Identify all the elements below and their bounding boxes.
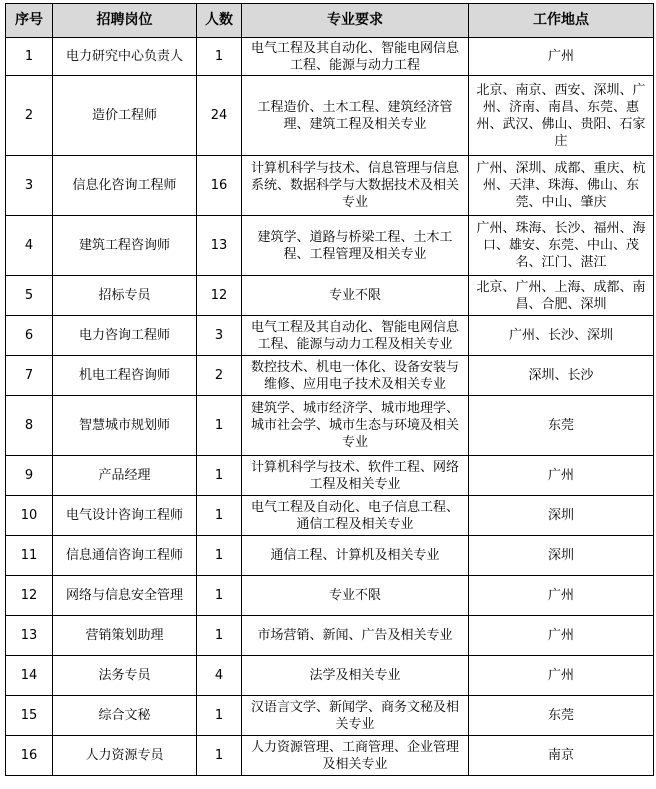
cell-position: 机电工程咨询师 [53, 356, 197, 396]
cell-location: 北京、广州、上海、成都、南昌、合肥、深圳 [469, 276, 654, 316]
cell-count: 1 [197, 616, 242, 656]
cell-position: 招标专员 [53, 276, 197, 316]
cell-no: 1 [6, 38, 53, 76]
table-row [6, 656, 654, 696]
table-row [6, 576, 654, 616]
header-position: 招聘岗位 [53, 4, 197, 38]
table-row [6, 216, 654, 276]
cell-position: 电力咨询工程师 [53, 316, 197, 356]
cell-no: 7 [6, 356, 53, 396]
header-major: 专业要求 [242, 4, 469, 38]
cell-count: 13 [197, 216, 242, 276]
cell-no: 13 [6, 616, 53, 656]
cell-no: 5 [6, 276, 53, 316]
cell-location: 北京、南京、西安、深圳、广州、济南、南昌、东莞、惠州、武汉、佛山、贵阳、石家庄 [469, 76, 654, 156]
cell-major: 电气工程及其自动化、智能电网信息工程、能源与动力工程 [242, 38, 469, 76]
table-row [6, 316, 654, 356]
cell-major: 电气工程及自动化、电子信息工程、通信工程及相关专业 [242, 496, 469, 536]
cell-no: 6 [6, 316, 53, 356]
table-row [6, 38, 654, 76]
cell-major: 专业不限 [242, 576, 469, 616]
header-row [6, 4, 654, 38]
cell-location: 广州、深圳、成都、重庆、杭州、天津、珠海、佛山、东莞、中山、肇庆 [469, 156, 654, 216]
cell-location: 广州 [469, 38, 654, 76]
cell-location: 广州 [469, 616, 654, 656]
cell-no: 16 [6, 736, 53, 776]
table-row [6, 496, 654, 536]
cell-position: 综合文秘 [53, 696, 197, 736]
cell-count: 3 [197, 316, 242, 356]
cell-no: 2 [6, 76, 53, 156]
cell-major: 市场营销、新闻、广告及相关专业 [242, 616, 469, 656]
cell-location: 深圳、长沙 [469, 356, 654, 396]
cell-position: 智慧城市规划师 [53, 396, 197, 456]
table-row [6, 156, 654, 216]
cell-position: 信息通信咨询工程师 [53, 536, 197, 576]
cell-location: 深圳 [469, 496, 654, 536]
cell-major: 汉语言文学、新闻学、商务文秘及相关专业 [242, 696, 469, 736]
table-row [6, 616, 654, 656]
cell-location: 广州 [469, 576, 654, 616]
cell-location: 广州 [469, 656, 654, 696]
cell-no: 10 [6, 496, 53, 536]
cell-position: 电力研究中心负责人 [53, 38, 197, 76]
cell-location: 南京 [469, 736, 654, 776]
cell-major: 专业不限 [242, 276, 469, 316]
cell-position: 电气设计咨询工程师 [53, 496, 197, 536]
cell-count: 12 [197, 276, 242, 316]
cell-major: 通信工程、计算机及相关专业 [242, 536, 469, 576]
cell-position: 网络与信息安全管理 [53, 576, 197, 616]
table-header [6, 4, 654, 38]
cell-no: 4 [6, 216, 53, 276]
cell-count: 4 [197, 656, 242, 696]
cell-no: 9 [6, 456, 53, 496]
cell-major: 法学及相关专业 [242, 656, 469, 696]
header-count: 人数 [197, 4, 242, 38]
cell-no: 8 [6, 396, 53, 456]
table-row [6, 536, 654, 576]
header-location: 工作地点 [469, 4, 654, 38]
cell-location: 东莞 [469, 396, 654, 456]
table-row [6, 276, 654, 316]
cell-position: 建筑工程咨询师 [53, 216, 197, 276]
cell-count: 1 [197, 536, 242, 576]
cell-major: 人力资源管理、工商管理、企业管理及相关专业 [242, 736, 469, 776]
cell-position: 信息化咨询工程师 [53, 156, 197, 216]
table-row [6, 356, 654, 396]
cell-major: 计算机科学与技术、信息管理与信息系统、数据科学与大数据技术及相关专业 [242, 156, 469, 216]
cell-major: 数控技术、机电一体化、设备安装与维修、应用电子技术及相关专业 [242, 356, 469, 396]
table-row [6, 736, 654, 776]
cell-major: 计算机科学与技术、软件工程、网络工程及相关专业 [242, 456, 469, 496]
table-row [6, 396, 654, 456]
cell-major: 建筑学、道路与桥梁工程、土木工程、工程管理及相关专业 [242, 216, 469, 276]
cell-count: 1 [197, 456, 242, 496]
cell-location: 深圳 [469, 536, 654, 576]
cell-count: 24 [197, 76, 242, 156]
cell-no: 3 [6, 156, 53, 216]
cell-count: 1 [197, 396, 242, 456]
cell-major: 电气工程及其自动化、智能电网信息工程、能源与动力工程及相关专业 [242, 316, 469, 356]
cell-count: 16 [197, 156, 242, 216]
cell-no: 14 [6, 656, 53, 696]
cell-location: 广州、珠海、长沙、福州、海口、雄安、东莞、中山、茂名、江门、湛江 [469, 216, 654, 276]
cell-count: 1 [197, 696, 242, 736]
cell-position: 营销策划助理 [53, 616, 197, 656]
recruitment-table [5, 3, 654, 776]
cell-position: 法务专员 [53, 656, 197, 696]
cell-location: 广州 [469, 456, 654, 496]
table-row [6, 76, 654, 156]
table-body [6, 38, 654, 776]
cell-count: 2 [197, 356, 242, 396]
header-no: 序号 [6, 4, 53, 38]
cell-position: 产品经理 [53, 456, 197, 496]
cell-location: 东莞 [469, 696, 654, 736]
cell-position: 人力资源专员 [53, 736, 197, 776]
cell-no: 15 [6, 696, 53, 736]
cell-major: 工程造价、土木工程、建筑经济管理、建筑工程及相关专业 [242, 76, 469, 156]
cell-no: 12 [6, 576, 53, 616]
cell-no: 11 [6, 536, 53, 576]
cell-count: 1 [197, 576, 242, 616]
cell-count: 1 [197, 736, 242, 776]
cell-position: 造价工程师 [53, 76, 197, 156]
cell-major: 建筑学、城市经济学、城市地理学、城市社会学、城市生态与环境及相关专业 [242, 396, 469, 456]
table-row [6, 456, 654, 496]
table-row [6, 696, 654, 736]
cell-count: 1 [197, 38, 242, 76]
cell-count: 1 [197, 496, 242, 536]
cell-location: 广州、长沙、深圳 [469, 316, 654, 356]
